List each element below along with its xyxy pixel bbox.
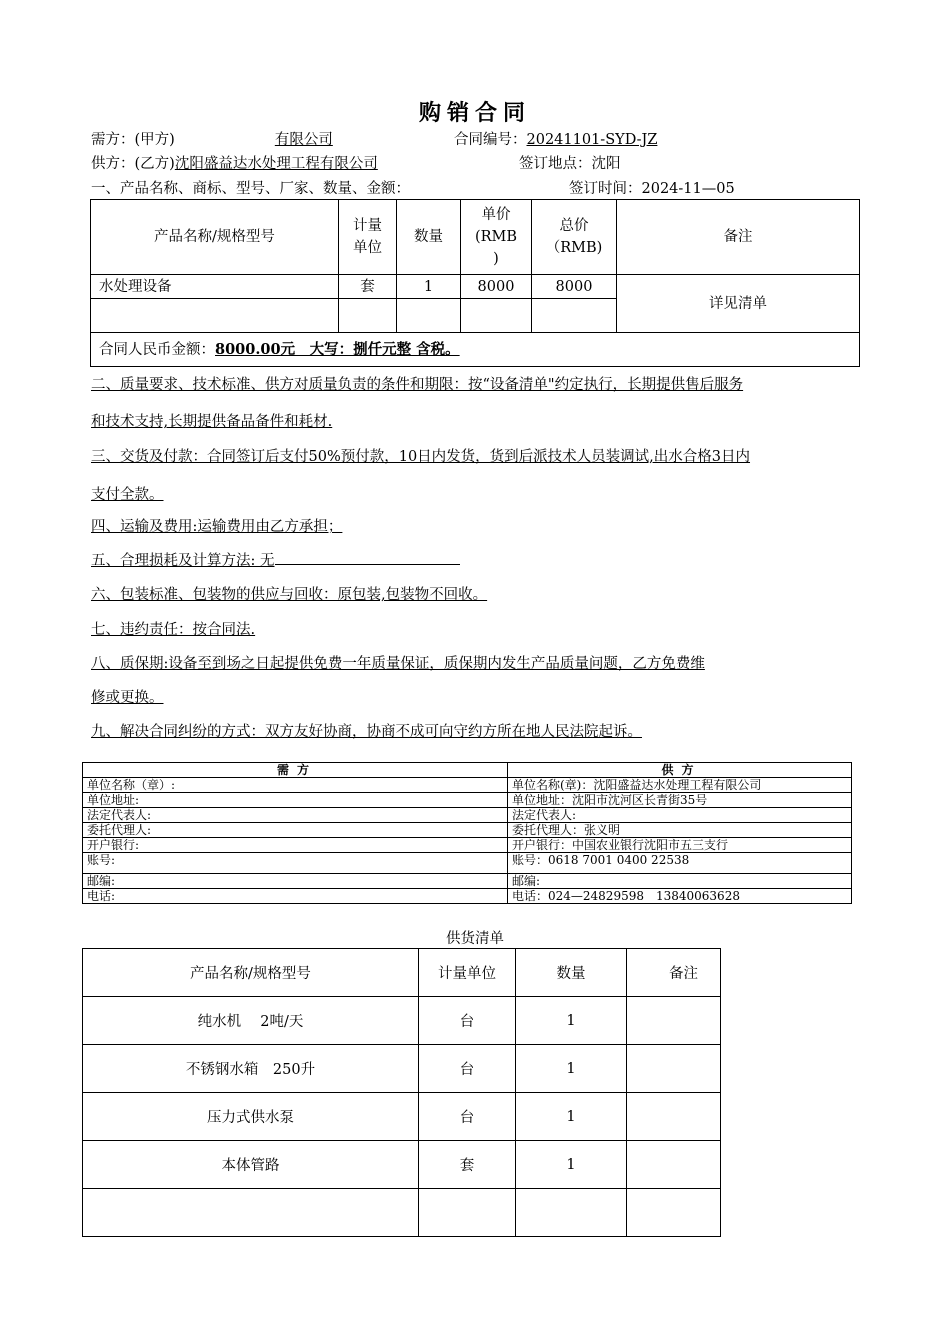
supply-item-name: 纯水机 2吨/天 bbox=[83, 997, 419, 1045]
table-row bbox=[91, 275, 860, 299]
clause-5-blank bbox=[275, 550, 460, 565]
supply-list-title: 供货清单 bbox=[446, 931, 504, 947]
empty-cell bbox=[419, 1189, 516, 1237]
party-row bbox=[83, 838, 852, 853]
supply-item-name: 压力式供水泵 bbox=[83, 1093, 419, 1141]
supply-item-qty: 1 bbox=[516, 1141, 627, 1189]
empty-cell bbox=[91, 299, 339, 333]
seller-name: 沈阳盛益达水处理工程有限公司 bbox=[174, 156, 378, 172]
buyer-phone: 电话: bbox=[83, 889, 508, 904]
clause-2-line-1: 二、质量要求、技术标准、供方对质量负责的条件和期限：按“设备清单"约定执行，长期提供售后服务 bbox=[91, 377, 744, 393]
buyer-label: 需方：(甲方) bbox=[91, 132, 175, 148]
row-unit: 套 bbox=[339, 275, 397, 299]
header-remark: 备注 bbox=[617, 200, 860, 275]
seller-phone: 电话：024—24829598 13840063628 bbox=[508, 889, 852, 904]
empty-cell bbox=[397, 299, 461, 333]
empty-cell bbox=[516, 1189, 627, 1237]
party-row bbox=[83, 874, 852, 889]
amount-label: 合同人民币金额： bbox=[99, 341, 215, 358]
supply-item-remark bbox=[627, 1141, 721, 1189]
row-unit-price: 8000 bbox=[461, 275, 532, 299]
amount-value: 8000.00元 大写：捌仟元整 含税。 bbox=[215, 340, 460, 358]
signing-date: 签订时间：2024-11—05 bbox=[569, 181, 735, 197]
buyer-name: 有限公司 bbox=[274, 132, 333, 148]
clause-4: 四、运输及费用:运输费用由乙方承担； bbox=[91, 519, 343, 535]
table-row bbox=[83, 1141, 721, 1189]
product-table-header bbox=[91, 200, 860, 275]
supply-item-qty: 1 bbox=[516, 1045, 627, 1093]
header-unit: 计量 单位 bbox=[339, 200, 397, 275]
clause-9: 九、解决合同纠纷的方式：双方友好协商，协商不成可向守约方所在地人民法院起诉。 bbox=[91, 724, 642, 740]
supply-item-unit: 套 bbox=[419, 1141, 516, 1189]
section-1-heading: 一、产品名称、商标、型号、厂家、数量、金额： bbox=[91, 181, 410, 197]
supply-header-name: 产品名称/规格型号 bbox=[83, 949, 419, 997]
table-row-empty bbox=[83, 1189, 721, 1237]
header-product-name: 产品名称/规格型号 bbox=[91, 200, 339, 275]
seller-legal-rep: 法定代表人: bbox=[508, 808, 852, 823]
contract-amount bbox=[91, 333, 860, 367]
supply-item-remark bbox=[627, 1045, 721, 1093]
party-row bbox=[83, 808, 852, 823]
seller-line bbox=[91, 152, 378, 173]
header-total-price: 总价 （RMB) bbox=[532, 200, 617, 275]
clause-5 bbox=[91, 549, 460, 570]
contract-title: 购销合同 bbox=[418, 100, 531, 126]
clause-7: 七、违约责任：按合同法. bbox=[91, 622, 256, 638]
empty-cell bbox=[339, 299, 397, 333]
clause-8-line-1: 八、质保期:设备至到场之日起提供免费一年质量保证，质保期内发生产品质量问题，乙方免费维 bbox=[91, 656, 705, 672]
buyer-company-name: 单位名称（章）: bbox=[83, 778, 508, 793]
empty-cell bbox=[627, 1189, 721, 1237]
buyer-bank: 开户银行: bbox=[83, 838, 508, 853]
header-quantity: 数量 bbox=[397, 200, 461, 275]
clause-3-line-2: 支付全款。 bbox=[91, 487, 164, 503]
signing-place: 签订地点：沈阳 bbox=[519, 156, 621, 172]
row-product-name: 水处理设备 bbox=[91, 275, 339, 299]
row-remark: 详见清单 bbox=[617, 275, 860, 333]
seller-agent: 委托代理人：张义明 bbox=[508, 823, 852, 838]
clause-2-line-2: 和技术支持,长期提供备品备件和耗材. bbox=[91, 414, 333, 430]
buyer-line bbox=[91, 128, 333, 149]
buyer-address: 单位地址: bbox=[83, 793, 508, 808]
buyer-agent: 委托代理人: bbox=[83, 823, 508, 838]
party-row bbox=[83, 823, 852, 838]
contract-number-label: 合同编号： bbox=[454, 132, 527, 148]
seller-account: 账号：0618 7001 0400 22538 bbox=[508, 853, 852, 874]
buyer-header: 需方 bbox=[83, 763, 508, 778]
contract-number-value: 20241101-SYD-JZ bbox=[526, 132, 658, 148]
supply-header-remark: 备注 bbox=[627, 949, 721, 997]
supply-item-qty: 1 bbox=[516, 1093, 627, 1141]
parties-header bbox=[83, 763, 852, 778]
row-total-price: 8000 bbox=[532, 275, 617, 299]
seller-header: 供方 bbox=[508, 763, 852, 778]
empty-cell bbox=[532, 299, 617, 333]
party-row bbox=[83, 853, 852, 874]
supply-item-unit: 台 bbox=[419, 997, 516, 1045]
table-row bbox=[83, 997, 721, 1045]
header-unit-price: 单价 (RMB ) bbox=[461, 200, 532, 275]
product-table bbox=[90, 199, 860, 367]
supply-item-remark bbox=[627, 1093, 721, 1141]
buyer-postcode: 邮编: bbox=[83, 874, 508, 889]
party-row bbox=[83, 793, 852, 808]
buyer-account: 账号: bbox=[83, 853, 508, 874]
supply-item-unit: 台 bbox=[419, 1093, 516, 1141]
empty-cell bbox=[83, 1189, 419, 1237]
supply-header-unit: 计量单位 bbox=[419, 949, 516, 997]
supply-item-unit: 台 bbox=[419, 1045, 516, 1093]
supply-list-header bbox=[83, 949, 721, 997]
clause-5-text: 五、合理损耗及计算方法: 无 bbox=[91, 553, 275, 569]
supply-list-table bbox=[82, 948, 721, 1237]
supply-item-qty: 1 bbox=[516, 997, 627, 1045]
buyer-legal-rep: 法定代表人: bbox=[83, 808, 508, 823]
seller-label: 供方：(乙方) bbox=[91, 156, 175, 172]
amount-row bbox=[91, 333, 860, 367]
supply-item-name: 本体管路 bbox=[83, 1141, 419, 1189]
table-row bbox=[83, 1045, 721, 1093]
party-row bbox=[83, 778, 852, 793]
empty-cell bbox=[461, 299, 532, 333]
parties-table bbox=[82, 762, 852, 904]
party-row bbox=[83, 889, 852, 904]
seller-company-name: 单位名称(章)：沈阳盛益达水处理工程有限公司 bbox=[508, 778, 852, 793]
supply-item-name: 不锈钢水箱 250升 bbox=[83, 1045, 419, 1093]
clause-6: 六、包装标准、包装物的供应与回收：原包装,包装物不回收。 bbox=[91, 587, 488, 603]
clause-8-line-2: 修或更换。 bbox=[91, 690, 164, 706]
seller-postcode: 邮编: bbox=[508, 874, 852, 889]
contract-number bbox=[454, 128, 657, 149]
table-row bbox=[83, 1093, 721, 1141]
supply-item-remark bbox=[627, 997, 721, 1045]
clause-3-line-1: 三、交货及付款：合同签订后支付50%预付款，10日内发货，货到后派技术人员装调试,出水合格3日内 bbox=[91, 449, 751, 465]
row-quantity: 1 bbox=[397, 275, 461, 299]
seller-bank: 开户银行：中国农业银行沈阳市五三支行 bbox=[508, 838, 852, 853]
seller-address: 单位地址：沈阳市沈河区长青街35号 bbox=[508, 793, 852, 808]
supply-header-qty: 数量 bbox=[516, 949, 627, 997]
